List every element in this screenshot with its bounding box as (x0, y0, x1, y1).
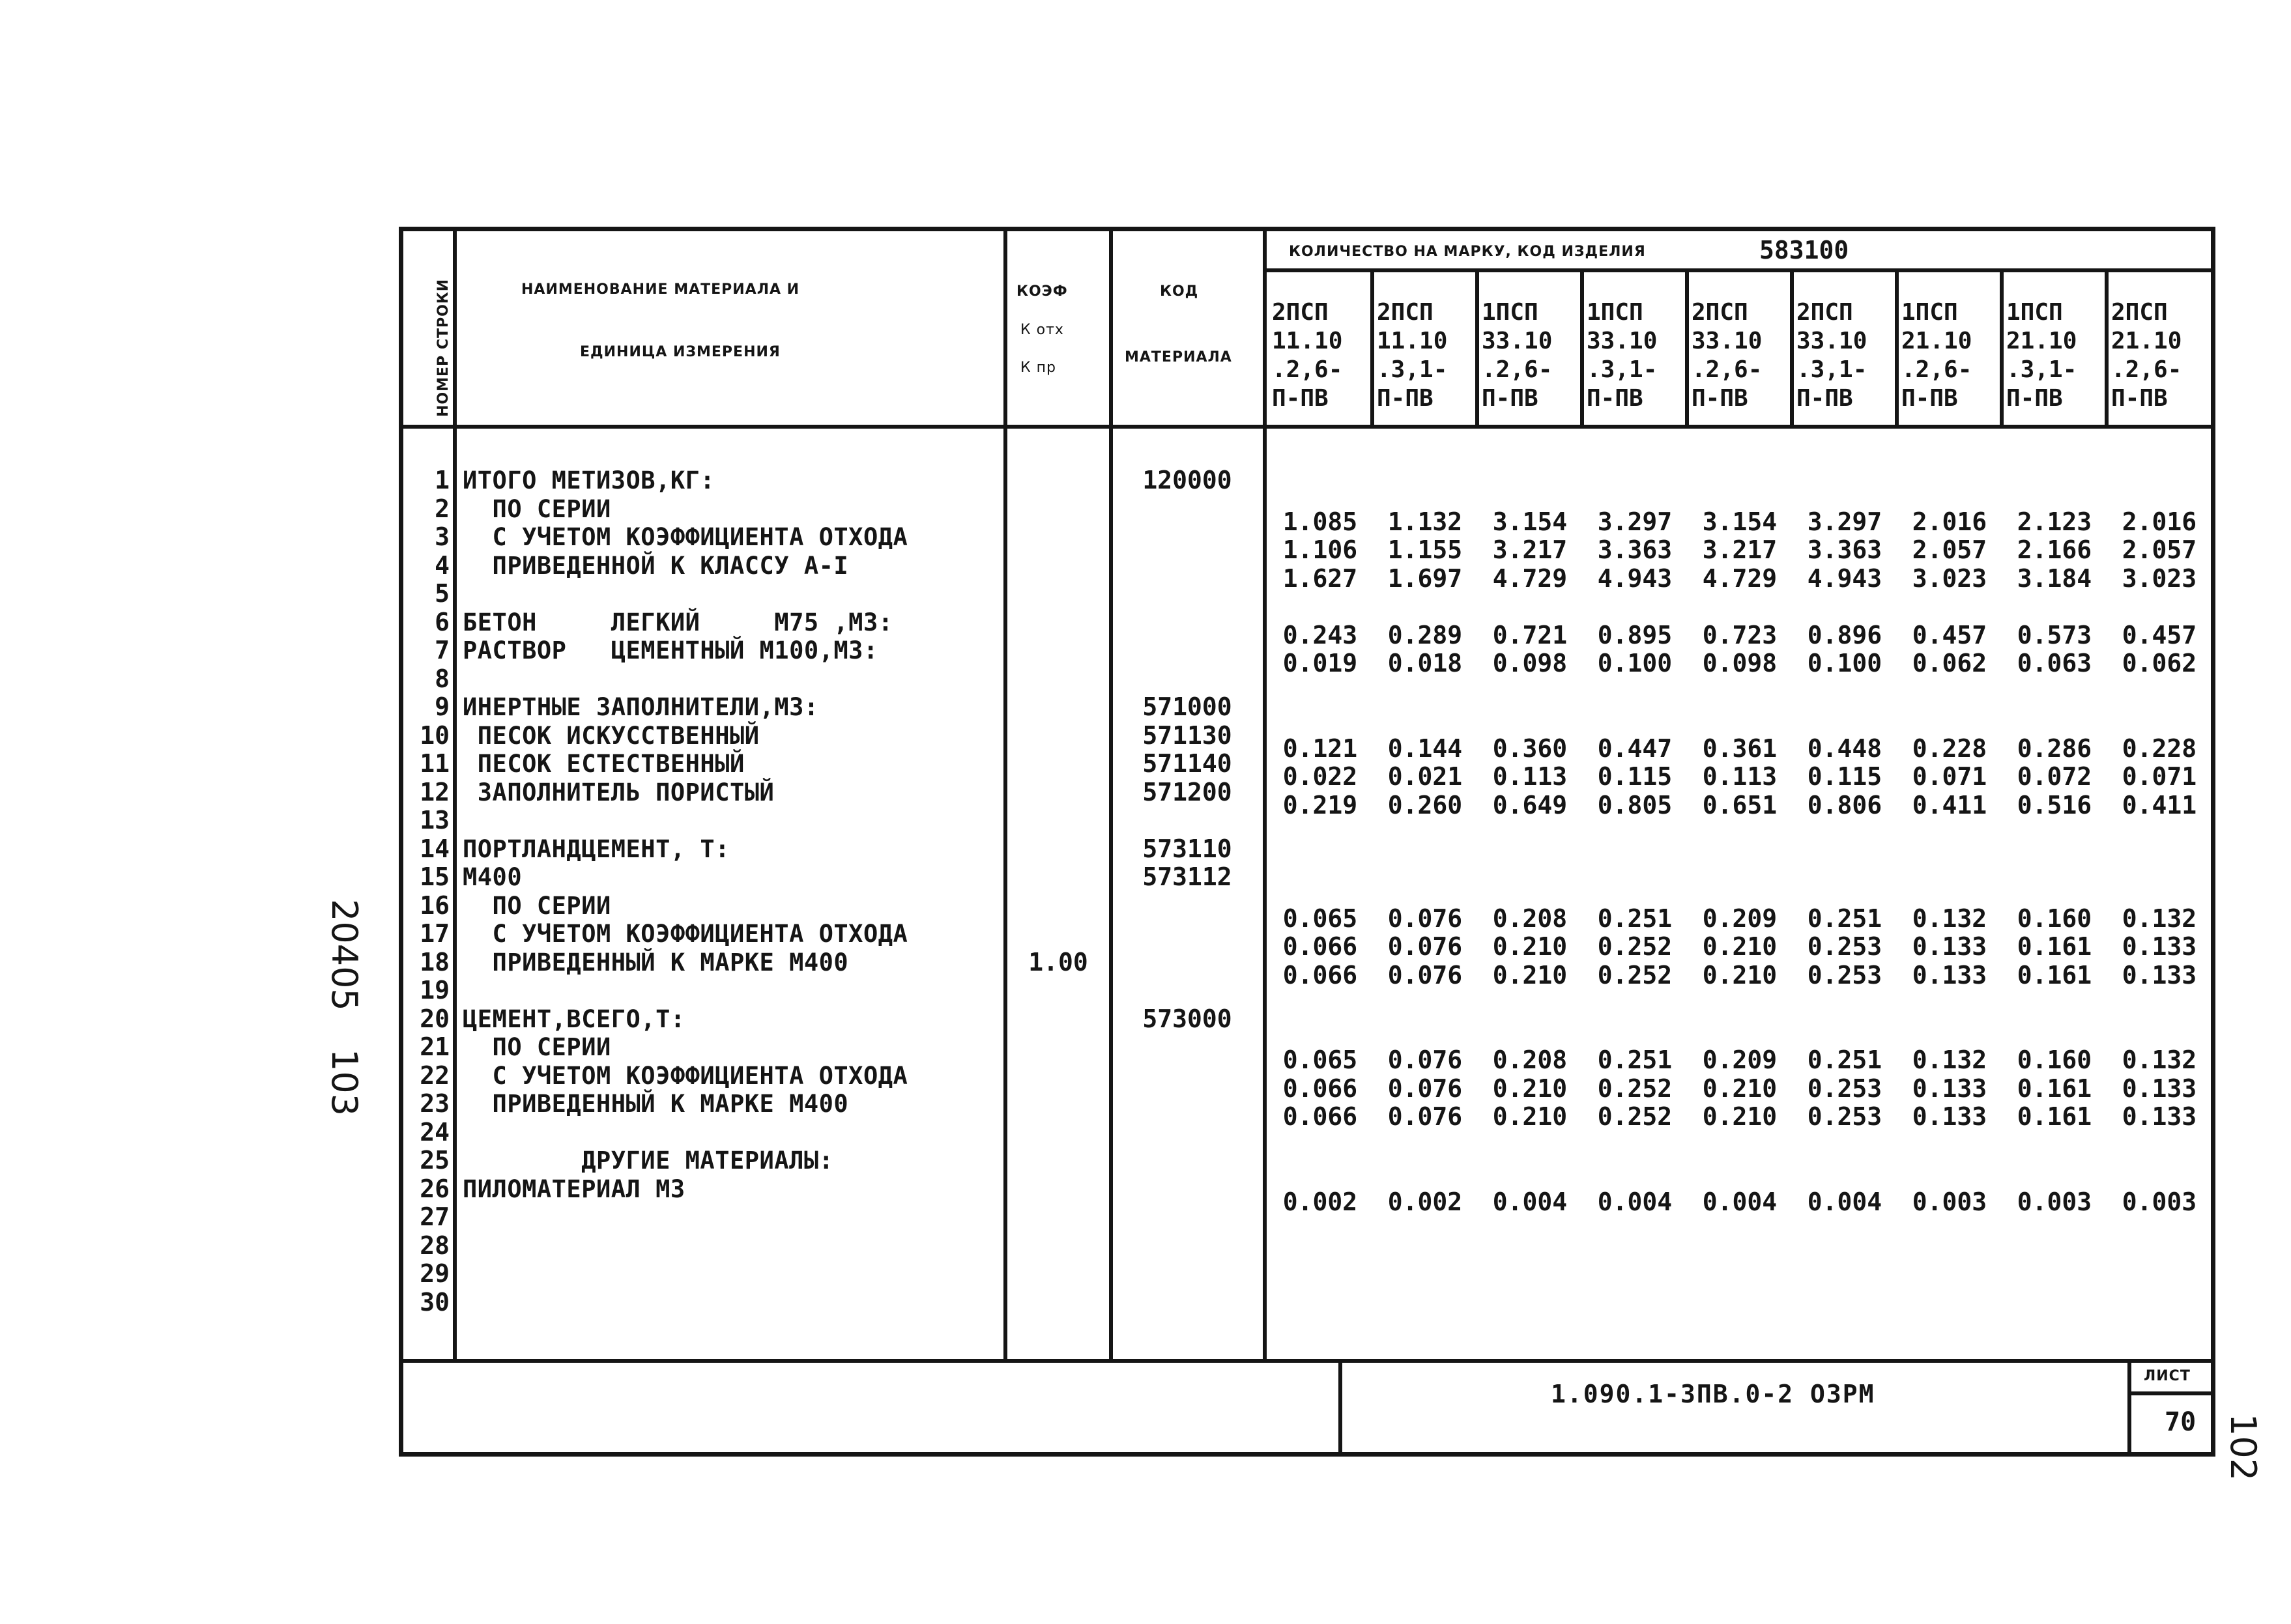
row-value-col-4: 0.100 (1597, 649, 1673, 677)
row-material-name: С УЧЕТОМ КОЭФФИЦИЕНТА ОТХОДА (463, 523, 908, 551)
row-value-col-8: 0.072 (2017, 762, 2092, 791)
left-stamp-b: 103 (324, 1049, 365, 1117)
row-value-col-9: 0.228 (2122, 734, 2197, 763)
row-material-code: 571140 (1142, 749, 1232, 778)
row-value-col-2: 0.021 (1387, 762, 1463, 791)
row-material-code: 573110 (1142, 834, 1232, 863)
row-material-name: ПО СЕРИИ (463, 891, 611, 920)
row-value-col-3: 0.113 (1492, 762, 1568, 791)
row-value-col-5: 0.361 (1702, 734, 1778, 763)
row-value-col-8: 3.184 (2017, 563, 2092, 593)
row-value-col-2: 0.002 (1387, 1187, 1463, 1216)
row-value-col-1: 0.002 (1282, 1187, 1358, 1216)
row-number: 5 (435, 579, 450, 608)
row-value-col-2: 0.260 (1387, 790, 1463, 819)
row-value-col-7: 3.023 (1912, 563, 1987, 593)
column-header-7: 1ПСП 21.10 .2,6- П-ПВ (1901, 299, 1972, 412)
column-divider-7 (2000, 270, 2004, 427)
row-value-col-8: 0.161 (2017, 1102, 2092, 1131)
row-value-col-8: 2.123 (2017, 507, 2092, 536)
row-value-col-6: 0.806 (1807, 790, 1882, 819)
left-stamp-a: 20405 (324, 899, 365, 1011)
row-value-col-6: 0.253 (1807, 1102, 1882, 1131)
row-value-col-1: 0.121 (1282, 734, 1358, 763)
row-number: 29 (420, 1259, 450, 1288)
row-coefficient: 1.00 (1028, 947, 1088, 976)
row-value-col-7: 0.003 (1912, 1187, 1987, 1216)
row-value-col-2: 1.155 (1387, 535, 1463, 564)
column-header-4: 1ПСП 33.10 .3,1- П-ПВ (1587, 299, 1658, 412)
row-value-col-6: 0.100 (1807, 649, 1882, 677)
row-value-col-6: 0.004 (1807, 1187, 1882, 1216)
row-material-name: РАСТВОР ЦЕМЕНТНЫЙ М100,М3: (463, 636, 878, 664)
row-value-col-2: 0.289 (1387, 620, 1463, 649)
row-value-col-9: 0.132 (2122, 1046, 2197, 1074)
row-number: 16 (420, 890, 450, 920)
row-number: 3 (435, 522, 450, 551)
row-value-col-9: 0.071 (2122, 762, 2197, 791)
column-header-1: 2ПСП 11.10 .2,6- П-ПВ (1272, 299, 1343, 412)
row-value-col-3: 0.721 (1492, 620, 1568, 649)
code-header-line2: МАТЕРИАЛА (1125, 349, 1232, 365)
column-header-5: 2ПСП 33.10 .2,6- П-ПВ (1692, 299, 1763, 412)
row-value-col-9: 0.003 (2122, 1187, 2197, 1216)
header-bottom-line (399, 425, 2215, 429)
row-value-col-1: 0.065 (1282, 1046, 1358, 1074)
row-value-col-2: 0.076 (1387, 960, 1463, 990)
row-value-col-5: 0.723 (1702, 620, 1778, 649)
row-value-col-2: 0.018 (1387, 649, 1463, 677)
row-value-col-9: 0.457 (2122, 620, 2197, 649)
row-value-col-4: 0.252 (1597, 960, 1673, 990)
row-value-col-7: 0.228 (1912, 734, 1987, 763)
name-header-line2: ЕДИНИЦА ИЗМЕРЕНИЯ (580, 344, 781, 360)
qty-header: КОЛИЧЕСТВО НА МАРКУ, КОД ИЗДЕЛИЯ (1289, 244, 1646, 260)
row-value-col-3: 0.208 (1492, 904, 1568, 933)
row-value-col-3: 0.210 (1492, 932, 1568, 961)
row-value-col-3: 0.210 (1492, 960, 1568, 990)
row-value-col-3: 0.360 (1492, 734, 1568, 763)
row-value-col-9: 0.133 (2122, 1074, 2197, 1103)
row-value-col-5: 0.210 (1702, 960, 1778, 990)
row-value-col-1: 0.022 (1282, 762, 1358, 791)
row-value-col-5: 0.210 (1702, 932, 1778, 961)
row-value-col-2: 0.144 (1387, 734, 1463, 763)
sheet-label-line (2127, 1391, 2215, 1395)
row-material-code: 571200 (1142, 777, 1232, 806)
row-value-col-8: 2.166 (2017, 535, 2092, 564)
row-value-col-4: 0.895 (1597, 620, 1673, 649)
body-bottom-line (399, 1359, 2215, 1363)
row-value-col-1: 0.066 (1282, 1102, 1358, 1131)
row-material-name: С УЧЕТОМ КОЭФФИЦИЕНТА ОТХОДА (463, 1061, 908, 1090)
row-value-col-4: 0.252 (1597, 932, 1673, 961)
row-value-col-9: 2.057 (2122, 535, 2197, 564)
qty-label-line (1263, 268, 2215, 272)
column-header-9: 2ПСП 21.10 .2,6- П-ПВ (2111, 299, 2182, 412)
row-value-col-7: 0.132 (1912, 1046, 1987, 1074)
row-value-col-1: 0.243 (1282, 620, 1358, 649)
row-value-col-9: 0.133 (2122, 1102, 2197, 1131)
row-number: 26 (420, 1174, 450, 1203)
row-value-col-8: 0.516 (2017, 790, 2092, 819)
divider-name (1003, 228, 1007, 1361)
column-divider-5 (1790, 270, 1794, 427)
row-value-col-1: 0.019 (1282, 649, 1358, 677)
row-value-col-8: 0.063 (2017, 649, 2092, 677)
column-divider-6 (1895, 270, 1899, 427)
row-number: 11 (420, 749, 450, 778)
column-divider-8 (2105, 270, 2109, 427)
row-value-col-2: 1.697 (1387, 563, 1463, 593)
row-value-col-5: 0.209 (1702, 904, 1778, 933)
row-value-col-6: 0.251 (1807, 1046, 1882, 1074)
row-value-col-4: 0.004 (1597, 1187, 1673, 1216)
row-number: 12 (420, 777, 450, 806)
row-material-code: 573000 (1142, 1004, 1232, 1033)
row-number: 14 (420, 834, 450, 863)
row-number: 23 (420, 1089, 450, 1118)
row-material-name: ЗАПОЛНИТЕЛЬ ПОРИСТЫЙ (463, 778, 775, 806)
name-header-line1: НАИМЕНОВАНИЕ МАТЕРИАЛА И (521, 281, 800, 298)
row-value-col-3: 0.210 (1492, 1074, 1568, 1103)
row-number: 15 (420, 862, 450, 891)
row-value-col-2: 0.076 (1387, 1074, 1463, 1103)
row-value-col-1: 0.066 (1282, 932, 1358, 961)
row-material-name: ПЕСОК ЕСТЕСТВЕННЫЙ (463, 750, 745, 778)
row-value-col-4: 4.943 (1597, 563, 1673, 593)
column-divider-1 (1370, 270, 1374, 427)
row-material-name: ЦЕМЕНТ,ВСЕГО,Т: (463, 1004, 685, 1033)
row-material-name: ИТОГО МЕТИЗОВ,КГ: (463, 466, 715, 494)
row-number: 9 (435, 692, 450, 721)
row-number: 21 (420, 1033, 450, 1061)
row-number: 24 (420, 1117, 450, 1147)
row-value-col-2: 1.132 (1387, 507, 1463, 536)
row-material-code: 573112 (1142, 862, 1232, 891)
row-value-col-3: 0.210 (1492, 1102, 1568, 1131)
column-header-6: 2ПСП 33.10 .3,1- П-ПВ (1796, 299, 1867, 412)
row-number: 2 (435, 494, 450, 523)
row-value-col-2: 0.076 (1387, 1046, 1463, 1074)
row-value-col-7: 0.133 (1912, 960, 1987, 990)
row-value-col-8: 0.160 (2017, 904, 2092, 933)
row-material-code: 571000 (1142, 692, 1232, 721)
row-value-col-1: 1.085 (1282, 507, 1358, 536)
row-material-name: ПРИВЕДЕННЫЙ К МАРКЕ М400 (463, 948, 849, 976)
row-material-name: ПРИВЕДЕННОЙ К КЛАССУ А-I (463, 551, 849, 580)
row-value-col-5: 0.651 (1702, 790, 1778, 819)
row-value-col-3: 3.154 (1492, 507, 1568, 536)
coef-header-line1: КОЭФ (1016, 283, 1068, 300)
row-value-col-7: 2.016 (1912, 507, 1987, 536)
footer-divider-left (1338, 1359, 1342, 1457)
row-value-col-6: 0.253 (1807, 960, 1882, 990)
row-value-col-4: 0.252 (1597, 1102, 1673, 1131)
row-value-col-6: 0.115 (1807, 762, 1882, 791)
row-value-col-7: 0.457 (1912, 620, 1987, 649)
row-value-col-4: 0.447 (1597, 734, 1673, 763)
row-value-col-8: 0.286 (2017, 734, 2092, 763)
row-number: 13 (420, 806, 450, 834)
footer-divider-right (2127, 1359, 2131, 1457)
row-value-col-8: 0.160 (2017, 1046, 2092, 1074)
row-number: 7 (435, 636, 450, 664)
row-value-col-6: 0.253 (1807, 932, 1882, 961)
column-divider-4 (1685, 270, 1689, 427)
row-value-col-5: 0.098 (1702, 649, 1778, 677)
row-value-col-9: 0.133 (2122, 960, 2197, 990)
row-value-col-8: 0.161 (2017, 960, 2092, 990)
row-value-col-7: 0.133 (1912, 1074, 1987, 1103)
row-number: 1 (435, 466, 450, 494)
divider-row-num (453, 228, 457, 1361)
row-value-col-9: 0.133 (2122, 932, 2197, 961)
column-header-2: 2ПСП 11.10 .3,1- П-ПВ (1377, 299, 1448, 412)
row-number: 17 (420, 919, 450, 948)
row-value-col-1: 0.065 (1282, 904, 1358, 933)
row-value-col-1: 0.219 (1282, 790, 1358, 819)
row-material-name: М400 (463, 863, 523, 891)
row-number-header: НОМЕР СТРОКИ (435, 278, 452, 417)
row-value-col-9: 0.062 (2122, 649, 2197, 677)
row-value-col-4: 0.251 (1597, 1046, 1673, 1074)
row-value-col-2: 0.076 (1387, 1102, 1463, 1131)
row-value-col-8: 0.573 (2017, 620, 2092, 649)
row-value-col-7: 0.133 (1912, 932, 1987, 961)
row-material-code: 120000 (1142, 466, 1232, 494)
coef-header-line2: К отх (1020, 322, 1064, 338)
row-value-col-8: 0.003 (2017, 1187, 2092, 1216)
row-value-col-3: 0.208 (1492, 1046, 1568, 1074)
row-number: 27 (420, 1203, 450, 1231)
row-value-col-4: 0.115 (1597, 762, 1673, 791)
row-number: 30 (420, 1287, 450, 1317)
row-value-col-9: 0.411 (2122, 790, 2197, 819)
row-value-col-5: 0.113 (1702, 762, 1778, 791)
row-number: 18 (420, 947, 450, 976)
row-material-name: ПО СЕРИИ (463, 1033, 611, 1061)
column-header-8: 1ПСП 21.10 .3,1- П-ПВ (2006, 299, 2077, 412)
row-value-col-6: 3.363 (1807, 535, 1882, 564)
divider-code (1263, 228, 1267, 1361)
row-value-col-6: 4.943 (1807, 563, 1882, 593)
row-value-col-5: 0.210 (1702, 1074, 1778, 1103)
row-value-col-6: 0.251 (1807, 904, 1882, 933)
product-code: 583100 (1759, 236, 1849, 264)
row-value-col-8: 0.161 (2017, 932, 2092, 961)
row-value-col-4: 3.297 (1597, 507, 1673, 536)
row-value-col-4: 0.252 (1597, 1074, 1673, 1103)
row-value-col-5: 0.209 (1702, 1046, 1778, 1074)
row-value-col-5: 3.217 (1702, 535, 1778, 564)
row-value-col-7: 0.062 (1912, 649, 1987, 677)
row-material-name: ПЕСОК ИСКУССТВЕННЫЙ (463, 721, 760, 750)
row-number: 28 (420, 1231, 450, 1260)
row-value-col-7: 0.411 (1912, 790, 1987, 819)
row-material-name: ПО СЕРИИ (463, 494, 611, 523)
row-value-col-7: 0.071 (1912, 762, 1987, 791)
row-value-col-2: 0.076 (1387, 932, 1463, 961)
row-value-col-3: 3.217 (1492, 535, 1568, 564)
row-value-col-5: 3.154 (1702, 507, 1778, 536)
row-material-name: ИНЕРТНЫЕ ЗАПОЛНИТЕЛИ,М3: (463, 693, 819, 721)
row-value-col-7: 0.133 (1912, 1102, 1987, 1131)
row-value-col-6: 3.297 (1807, 507, 1882, 536)
row-value-col-3: 0.649 (1492, 790, 1568, 819)
row-value-col-2: 0.076 (1387, 904, 1463, 933)
column-divider-3 (1580, 270, 1584, 427)
row-material-name: ПОРТЛАНДЦЕМЕНТ, Т: (463, 834, 730, 863)
row-value-col-4: 0.251 (1597, 904, 1673, 933)
row-value-col-6: 0.253 (1807, 1074, 1882, 1103)
row-value-col-6: 0.896 (1807, 620, 1882, 649)
row-value-col-1: 0.066 (1282, 1074, 1358, 1103)
row-number: 25 (420, 1146, 450, 1175)
row-number: 19 (420, 976, 450, 1004)
row-material-name: БЕТОН ЛЕГКИЙ М75 ,М3: (463, 608, 893, 636)
row-value-col-4: 3.363 (1597, 535, 1673, 564)
row-number: 22 (420, 1061, 450, 1090)
row-value-col-3: 0.098 (1492, 649, 1568, 677)
row-material-name: ПРИВЕДЕННЫЙ К МАРКЕ М400 (463, 1090, 849, 1118)
row-material-name: ПИЛОМАТЕРИАЛ М3 (463, 1175, 685, 1203)
right-stamp: 102 (2223, 1414, 2264, 1481)
row-value-col-7: 0.132 (1912, 904, 1987, 933)
row-value-col-1: 0.066 (1282, 960, 1358, 990)
row-number: 10 (420, 720, 450, 750)
row-value-col-9: 2.016 (2122, 507, 2197, 536)
row-material-name: ДРУГИЕ МАТЕРИАЛЫ: (463, 1147, 834, 1175)
coef-header-line3: К пр (1020, 360, 1056, 376)
sheet-label: ЛИСТ (2144, 1368, 2191, 1384)
row-value-col-9: 0.132 (2122, 904, 2197, 933)
code-header-line1: КОД (1160, 283, 1199, 300)
row-value-col-8: 0.161 (2017, 1074, 2092, 1103)
row-value-col-5: 0.210 (1702, 1102, 1778, 1131)
row-material-name: С УЧЕТОМ КОЭФФИЦИЕНТА ОТХОДА (463, 920, 908, 948)
sheet-number: 70 (2165, 1407, 2197, 1437)
document-code: 1.090.1-3ПВ.0-2 ОЗРМ (1551, 1380, 1875, 1408)
row-value-col-5: 0.004 (1702, 1187, 1778, 1216)
row-value-col-7: 2.057 (1912, 535, 1987, 564)
row-value-col-3: 4.729 (1492, 563, 1568, 593)
row-value-col-4: 0.805 (1597, 790, 1673, 819)
row-value-col-6: 0.448 (1807, 734, 1882, 763)
row-material-code: 571130 (1142, 720, 1232, 750)
column-header-3: 1ПСП 33.10 .2,6- П-ПВ (1482, 299, 1553, 412)
row-value-col-1: 1.106 (1282, 535, 1358, 564)
row-value-col-1: 1.627 (1282, 563, 1358, 593)
row-value-col-5: 4.729 (1702, 563, 1778, 593)
row-number: 20 (420, 1004, 450, 1033)
row-number: 4 (435, 550, 450, 580)
row-value-col-9: 3.023 (2122, 563, 2197, 593)
row-value-col-3: 0.004 (1492, 1187, 1568, 1216)
row-number: 8 (435, 664, 450, 693)
row-number: 6 (435, 607, 450, 636)
column-divider-2 (1475, 270, 1479, 427)
divider-coef (1109, 228, 1113, 1361)
